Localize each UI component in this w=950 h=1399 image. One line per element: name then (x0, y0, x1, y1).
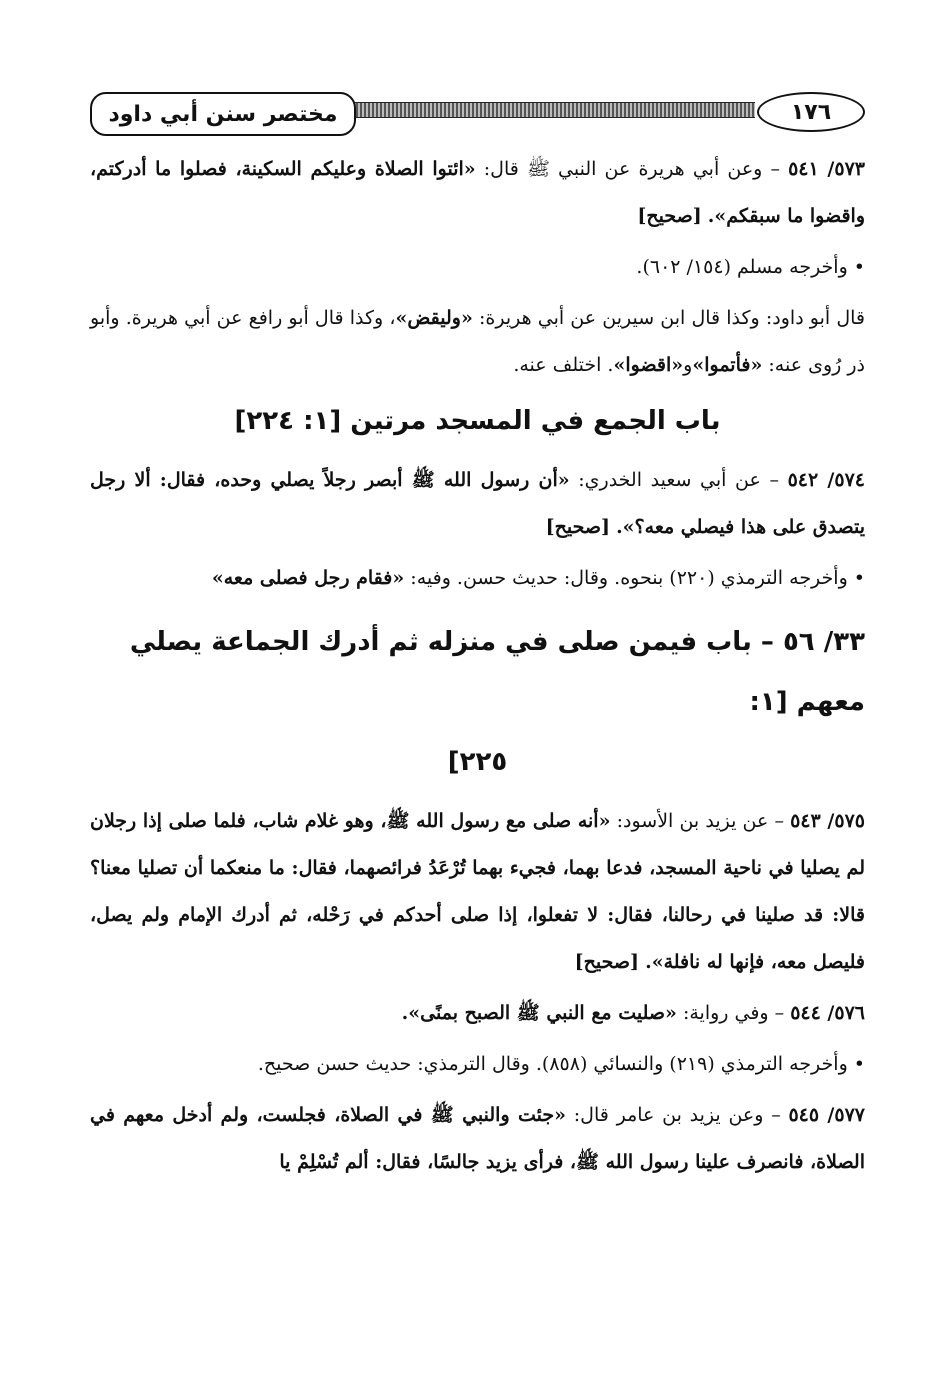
book-page (90, 88, 865, 1190)
hadith-text: «أنه صلى مع رسول الله ﷺ، وهو غلام شاب، فلما صلى إذا رجلان لم يصليا في ناحية المسجد، فدعا بهما، فجيء بهما تُرْعَدُ فرائصهما، فقال: ما منعكما أن تصليا معنا؟ قالا: قد صلينا في رحالنا، فقال: لا تفعلوا، إذا صلى أحدكم في رَحْله، ثم أدرك الإمام ولم يصل، فليصل معه، فإنها له نافلة». (90, 810, 865, 973)
comment-text: . اختلف عنه. (513, 354, 614, 376)
hadith-intro: – عن يزيد بن الأسود: (616, 810, 784, 832)
comment-quote: «فأتموا» (692, 354, 763, 376)
comment-quote: «وليقض» (395, 307, 473, 329)
chapter-heading-line: ٢٢٥] (447, 747, 508, 777)
comment-text: ، وكذا قال أبو رافع عن أبي هريرة. وأبو ذر رُوى عنه: (90, 307, 865, 376)
hadith-576 (90, 990, 865, 1037)
hadith-grade: [صحيح] (545, 516, 611, 538)
hadith-grade: [صحيح] (637, 205, 702, 227)
hadith-577 (90, 1092, 865, 1186)
hadith-573 (90, 146, 865, 240)
takhrij-note: • وأخرجه الترمذي (٢١٩) والنسائي (٨٥٨). وقال الترمذي: حديث حسن صحيح. (257, 1053, 865, 1075)
comment-quote: «اقضوا» (613, 354, 684, 376)
hadith-number: ٥٧٧/ ٥٤٥ (788, 1104, 865, 1126)
hadith-number: ٥٧٤/ ٥٤٢ (787, 469, 865, 491)
takhrij-note (90, 555, 865, 602)
hadith-text: «جئت والنبي ﷺ في الصلاة، فجلست، ولم أدخل معهم في الصلاة، فانصرف علينا رسول الله ﷺ، فرأى يزيد جالسًا، فقال: ألم تُسْلِمْ يا (90, 1104, 865, 1173)
hadith-text: «ائتوا الصلاة وعليكم السكينة، فصلوا ما أدركتم، واقضوا ما سبقكم». (90, 158, 865, 227)
hadith-number: ٥٧٦/ ٥٤٤ (790, 1002, 865, 1024)
comment-text: و (683, 354, 693, 376)
book-title: مختصر سنن أبي داود (90, 92, 356, 136)
hadith-text: «صليت مع النبي ﷺ الصبح بمنًى». (401, 1002, 677, 1024)
comment-text: قال أبو داود: وكذا قال ابن سيرين عن أبي هريرة: (478, 307, 865, 329)
hadith-574 (90, 457, 865, 551)
abudawud-comment (90, 295, 865, 389)
hadith-intro: – وعن يزيد بن عامر قال: (573, 1104, 781, 1126)
hadith-grade: [صحيح] (574, 951, 640, 973)
takhrij-quote: «فقام رجل فصلى معه» (211, 567, 405, 589)
hadith-575 (90, 798, 865, 986)
hadith-number: ٥٧٥/ ٥٤٣ (790, 810, 865, 832)
chapter-heading-line: ٣٣/ ٥٦ – باب فيمن صلى في منزله ثم أدرك الجماعة يصلي معهم [١: (129, 627, 865, 717)
hadith-number: ٥٧٣/ ٥٤١ (788, 158, 865, 180)
chapter-heading (90, 612, 865, 792)
takhrij-text: • وأخرجه الترمذي (٢٢٠) بنحوه. وقال: حديث حسن. وفيه: (410, 567, 865, 589)
hadith-intro: – وعن أبي هريرة عن النبي ﷺ قال: (483, 158, 780, 180)
running-header (90, 88, 865, 140)
takhrij-note: • وأخرجه مسلم (١٥٤/ ٦٠٢). (636, 256, 865, 278)
page-content (90, 146, 865, 1186)
hadith-intro: – وفي رواية: (682, 1002, 785, 1024)
chapter-heading: باب الجمع في المسجد مرتين [١: ٢٢٤] (234, 406, 721, 436)
hadith-text: «أن رسول الله ﷺ أبصر رجلاً يصلي وحده، فقال: ألا رجل يتصدق على هذا فيصلي معه؟». (90, 469, 865, 538)
hadith-intro: – عن أبي سعيد الخدري: (578, 469, 779, 491)
page-number: ١٧٦ (757, 92, 865, 132)
